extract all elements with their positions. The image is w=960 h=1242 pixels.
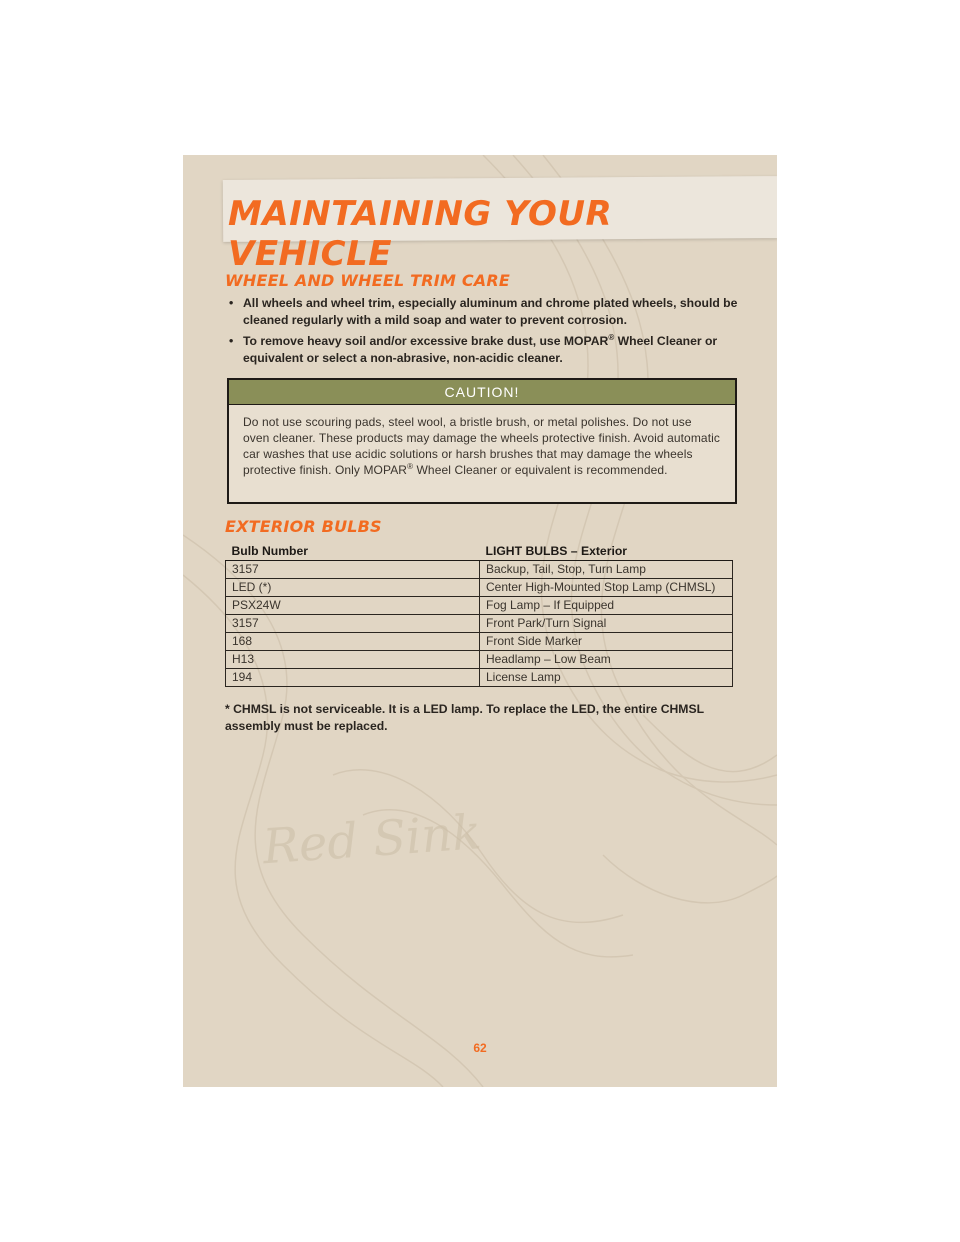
caution-box <box>227 378 737 504</box>
table-row <box>226 651 733 669</box>
table-row <box>226 615 733 633</box>
table-row <box>226 669 733 687</box>
chmsl-footnote: * CHMSL is not serviceable. It is a LED lamp. To replace the LED, the entire CHMSL assembly must be replaced. <box>225 702 704 733</box>
caution-heading: CAUTION! <box>229 380 735 405</box>
column-header-light-bulbs: LIGHT BULBS – Exterior <box>480 541 733 561</box>
bulb-description-cell: Backup, Tail, Stop, Turn Lamp <box>480 561 733 579</box>
exterior-bulbs-heading: EXTERIOR BULBS <box>225 517 382 536</box>
table-row <box>226 597 733 615</box>
bulb-description-cell: Front Park/Turn Signal <box>480 615 733 633</box>
bulb-number-cell: PSX24W <box>226 597 480 615</box>
bullet-icon: • <box>229 296 234 310</box>
chapter-title: MAINTAINING YOUR VEHICLE <box>228 194 613 274</box>
bulb-number-cell: 194 <box>226 669 480 687</box>
column-header-bulb-number: Bulb Number <box>226 541 480 561</box>
bulb-description-cell: Center High-Mounted Stop Lamp (CHMSL) <box>480 579 733 597</box>
caution-text: Do not use scouring pads, steel wool, a bristle brush, or metal polishes. Do not use oven cleaner. These products may damage the wheels protective finish. Avoid automatic car washes that use acidic solutions or harsh brushes that may damage the wheels protective finish. Only MOPAR® Wheel Cleaner or equivalent is recommended. <box>243 415 720 477</box>
table-row <box>226 633 733 651</box>
svg-text:Red Sink: Red Sink <box>260 804 484 876</box>
bulb-table <box>225 541 733 687</box>
page-number: 62 <box>473 1041 487 1055</box>
registered-mark: ® <box>407 462 414 471</box>
bulb-number-cell: H13 <box>226 651 480 669</box>
bulb-description-cell: Front Side Marker <box>480 633 733 651</box>
table-header-row <box>226 541 733 561</box>
manual-page <box>183 155 777 1087</box>
bulb-description-cell: Fog Lamp – If Equipped <box>480 597 733 615</box>
table-row <box>226 561 733 579</box>
bulb-number-cell: 3157 <box>226 615 480 633</box>
list-item: • All wheels and wheel trim, especially aluminum and chrome plated wheels, should be cleaned regularly with a mild soap and water to prevent corrosion. <box>229 296 738 327</box>
registered-mark: ® <box>608 332 615 342</box>
bulb-number-cell: 3157 <box>226 561 480 579</box>
bulb-number-cell: 168 <box>226 633 480 651</box>
bulb-description-cell: Headlamp – Low Beam <box>480 651 733 669</box>
bulb-number-cell: LED (*) <box>226 579 480 597</box>
table-row <box>226 579 733 597</box>
bulb-description-cell: License Lamp <box>480 669 733 687</box>
wheel-care-list <box>225 295 745 371</box>
bullet-icon: • <box>229 334 234 348</box>
wheel-care-heading: WHEEL AND WHEEL TRIM CARE <box>225 271 511 290</box>
list-item: • To remove heavy soil and/or excessive brake dust, use MOPAR® Wheel Cleaner or equivalent or select a non-abrasive, non-acidic cleaner. <box>229 332 718 365</box>
